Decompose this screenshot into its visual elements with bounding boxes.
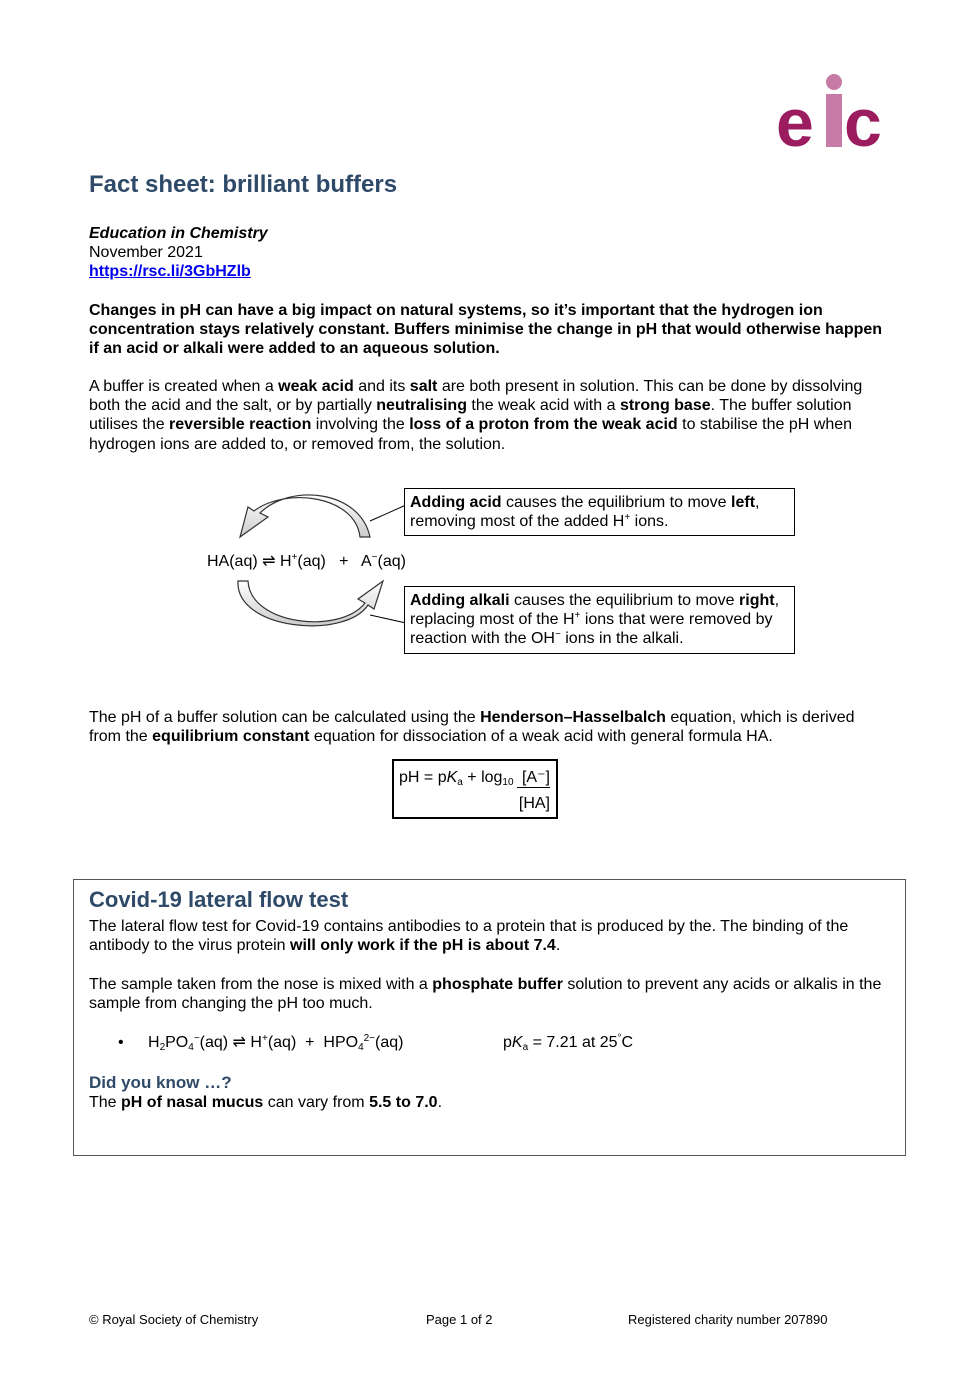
text-segment: reversible reaction: [169, 416, 312, 434]
publication-name: Education in Chemistry: [89, 225, 268, 242]
did-you-know-heading: Did you know …?: [89, 1073, 232, 1092]
text-segment: Changes in pH can have a big impact on natural systems, so it’s important that the hydrogen ion concentration stays relatively constant. Buffers minimise the change in pH that would otherwise happen if an acid or alkali were added to an aqueous solution.: [89, 302, 883, 358]
text-segment: 4: [358, 1042, 364, 1053]
covid-paragraph-1: [89, 917, 889, 955]
text-segment: (aq): [375, 1034, 404, 1051]
text-segment: , removing most of the added H: [410, 494, 760, 531]
text-segment: +: [291, 552, 298, 563]
text-segment: salt: [409, 378, 438, 395]
text-segment: Adding acid: [410, 494, 502, 511]
text-segment: Adding alkali: [410, 592, 510, 609]
text-segment: 2−: [363, 1033, 376, 1044]
text-segment: phosphate buffer: [432, 976, 563, 993]
publication-meta: [89, 224, 268, 282]
text-segment: PO: [165, 1034, 189, 1051]
text-segment: . The buffer solution utilises the: [89, 397, 852, 434]
text-segment: °: [617, 1033, 622, 1044]
text-segment: 5.5 to 7.0: [369, 1094, 438, 1111]
covid-section: [73, 879, 906, 1156]
eq-denominator: [HA]: [518, 795, 550, 812]
bullet-icon: •: [118, 1034, 124, 1051]
eq-numerator: [A⁻]: [517, 768, 550, 788]
henderson-paragraph: [89, 708, 889, 746]
text-segment: p: [503, 1034, 512, 1051]
text-segment: the weak acid with a: [466, 397, 620, 415]
text-segment: = 7.21 at 25: [528, 1034, 618, 1051]
text-segment: K: [511, 1034, 523, 1051]
text-segment: H: [148, 1034, 160, 1051]
text-segment: Henderson–Hasselbalch: [480, 709, 666, 726]
did-you-know-text: [89, 1093, 442, 1112]
svg-text:e: e: [776, 85, 814, 152]
text-segment: pH of nasal mucus: [121, 1094, 264, 1111]
text-segment: a: [522, 1042, 529, 1053]
text-segment: equation, which is derived from the: [89, 709, 855, 746]
text-segment: −: [193, 1033, 200, 1044]
text-segment: neutralising: [376, 397, 467, 415]
text-segment: left: [731, 494, 756, 511]
text-segment: (aq): [377, 553, 406, 570]
text-segment: causes the equilibrium to move: [501, 494, 732, 511]
text-segment: +: [624, 512, 631, 524]
text-segment: equilibrium constant: [152, 728, 310, 746]
eq-base: 10: [502, 777, 514, 788]
text-segment: A buffer is created when a: [89, 378, 279, 395]
footer-charity: Registered charity number 207890: [628, 1312, 828, 1327]
henderson-hasselbalch-equation: [392, 759, 558, 819]
publication-date: November 2021: [89, 244, 203, 262]
eq-a: a: [457, 777, 463, 788]
text-segment: The sample taken from the nose is mixed with a: [89, 976, 433, 993]
text-segment: and its: [353, 378, 410, 395]
text-segment: ions that were removed by reaction with the OH: [410, 611, 773, 648]
text-segment: involving the: [311, 416, 410, 434]
adding-acid-callout: [404, 488, 795, 536]
footer-copyright: © Royal Society of Chemistry: [89, 1312, 259, 1327]
text-segment: +: [261, 1033, 268, 1044]
text-segment: strong base: [619, 397, 711, 415]
text-segment: The: [89, 1094, 122, 1111]
text-segment: H: [275, 553, 292, 570]
covid-paragraph-2: [89, 975, 889, 1013]
text-segment: causes the equilibrium to move: [509, 592, 740, 609]
text-segment: solution to prevent any acids or alkalis in the sample from changing the pH too much.: [89, 976, 882, 1013]
text-segment: −: [371, 552, 378, 563]
footer-page-number: Page 1 of 2: [426, 1312, 493, 1327]
text-segment: can vary from: [263, 1094, 370, 1111]
pka-value: [503, 1033, 633, 1052]
text-segment: loss of a proton from the weak acid: [409, 416, 678, 434]
text-segment: will only work if the pH is about 7.4: [290, 937, 556, 955]
intro-paragraph: [89, 301, 889, 359]
text-segment: equation for dissociation of a weak acid with general formula HA.: [309, 728, 773, 746]
text-segment: (aq) + A: [297, 553, 372, 570]
text-segment: ⇌: [262, 553, 276, 570]
text-segment: to stabilise the pH when hydrogen ions are added to, or removed from, the solution.: [89, 416, 853, 453]
text-segment: 2: [159, 1042, 166, 1053]
article-link[interactable]: https://rsc.li/3GbHZlb: [89, 263, 251, 281]
page-title: Fact sheet: brilliant buffers: [89, 171, 398, 198]
text-segment: , replacing most of the H: [410, 592, 780, 629]
text-segment: .: [437, 1094, 443, 1111]
text-segment: 4: [188, 1042, 194, 1053]
text-segment: −: [554, 629, 561, 641]
text-segment: (aq) ⇌ H: [199, 1034, 262, 1051]
text-segment: ions in the alkali.: [560, 630, 684, 648]
text-segment: C: [621, 1034, 634, 1051]
eq-log: + log: [462, 769, 503, 786]
svg-text:c: c: [844, 85, 882, 152]
text-segment: The pH of a buffer solution can be calculated using the: [89, 709, 481, 726]
eq-lhs: pH = p: [399, 769, 447, 786]
text-segment: .: [555, 937, 561, 955]
covid-heading: Covid-19 lateral flow test: [89, 887, 349, 912]
eic-logo: [776, 72, 888, 152]
buffer-equilibrium-equation: [207, 552, 406, 571]
eq-k: K: [446, 769, 458, 786]
text-segment: The lateral flow test for Covid-19 contains antibodies to a protein that is produced by the. The binding of the antibody to the virus protein: [89, 918, 849, 955]
adding-alkali-callout: [404, 586, 795, 654]
text-segment: right: [739, 592, 775, 609]
buffer-paragraph: [89, 377, 889, 454]
text-segment: weak acid: [278, 378, 354, 395]
text-segment: HA(aq): [207, 553, 263, 570]
text-segment: +: [574, 610, 581, 622]
text-segment: are both present in solution. This can be done by dissolving both the acid and the salt, or by partially: [89, 378, 863, 415]
phosphate-equation: [148, 1033, 403, 1052]
text-segment: (aq) + HPO: [267, 1034, 359, 1051]
text-segment: ions.: [630, 513, 669, 531]
